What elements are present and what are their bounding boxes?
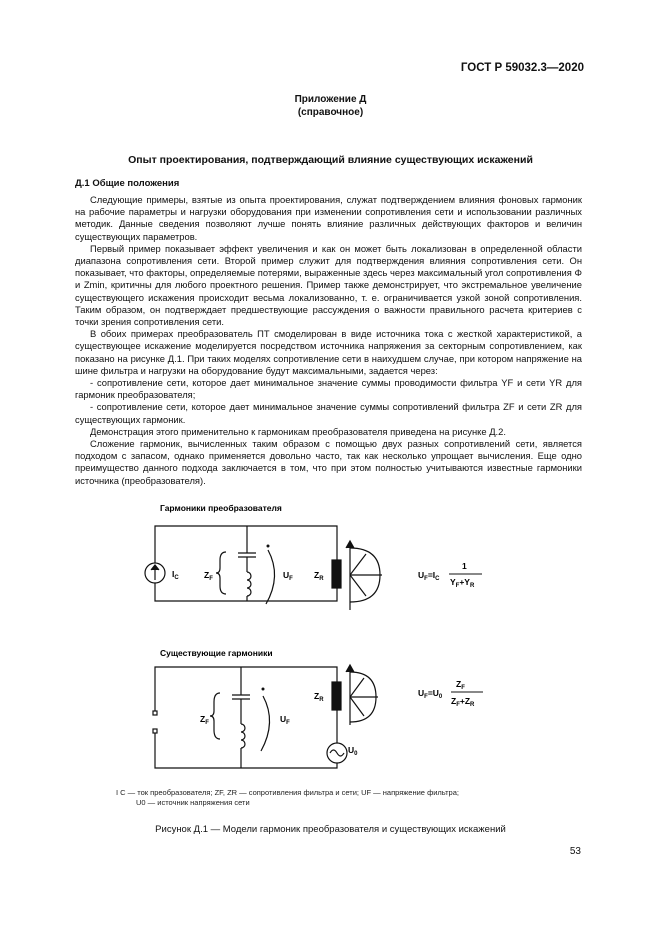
- bottom-circuit-title: Существующие гармоники: [160, 648, 273, 658]
- circuit-figure: [0, 500, 661, 790]
- paragraph: - сопротивление сети, которое дает минимальное значение суммы проводимости фильтра YF и сети YR для гармоник преобразователя;: [75, 377, 582, 401]
- label-zr: Z: [314, 570, 320, 580]
- label-uf: U: [283, 570, 290, 580]
- svg-text:1: 1: [462, 561, 467, 571]
- top-circuit: [145, 526, 382, 610]
- appendix-title: Приложение Д: [294, 94, 367, 105]
- legend-line: U0 — источник напряжения сети: [136, 798, 250, 807]
- svg-text:UF: $U_F$: [280, 714, 290, 726]
- svg-text:ZF: $Z_F$: [204, 570, 213, 582]
- body-text: [75, 194, 582, 487]
- legend-line: I C — ток преобразователя; ZF, ZR — сопротивления фильтра и сети; UF — напряжение фильтра;: [116, 788, 459, 797]
- paragraph: - сопротивление сети, которое дает минимальное значение суммы сопротивлений фильтра ZF и сети ZR для существующих гармоник.: [75, 401, 582, 425]
- appendix-subtitle: (справочное): [297, 107, 364, 118]
- svg-text:ZR: $Z_R$: [314, 691, 324, 703]
- label-ic: I: [172, 569, 175, 579]
- label-u0: U: [348, 745, 355, 755]
- label-uf-bottom: U: [280, 714, 287, 724]
- svg-text:UF=U0: $U_F=U_0$: [418, 688, 443, 700]
- page-title: Опыт проектирования, подтверждающий влияние существующих искажений: [128, 154, 533, 166]
- page-number: 53: [569, 846, 581, 857]
- top-circuit-title: Гармоники преобразователя: [160, 503, 282, 513]
- svg-text:UF=IC: $U_F=I_C$: [418, 570, 440, 582]
- figure-legend: [116, 788, 556, 808]
- label-zf-bottom: Z: [200, 714, 206, 724]
- paragraph: Сложение гармоник, вычисленных таким образом с помощью двух разных сопротивлений сети, является подходом с запасом, однако применяется довольно часто, так как несколько упрощает вычисления. Еще одно преимущество данного подхода заключается в том, что при этом полностью учитываются известные гармоники источника (преобразователя).: [75, 438, 582, 486]
- svg-text:IC: $I_C$: [172, 569, 179, 581]
- formula-bottom: [418, 679, 483, 708]
- formula-top: [418, 561, 482, 589]
- bottom-circuit: [153, 665, 378, 768]
- section-title: Д.1 Общие положения: [75, 178, 180, 189]
- svg-text:YF+YR: $Y_F+Y_R$: [450, 577, 475, 589]
- figure-caption: Рисунок Д.1 — Модели гармоник преобразователя и существующих искажений: [155, 824, 506, 835]
- appendix-heading: [0, 93, 661, 119]
- document-id: ГОСТ Р 59032.3—2020: [460, 62, 584, 74]
- svg-text:UF: $U_F$: [283, 570, 293, 582]
- label-zr-bottom: Z: [314, 691, 320, 701]
- paragraph: Следующие примеры, взятые из опыта проектирования, служат подтверждением влияния фоновых гармоник на рабочие параметры и нагрузки оборудования при изменении сопротивления сети и использовании различных методик. Данные сведения позволяют лучше понять влияние различных действующих факторов и величин существующих параметров.: [75, 194, 582, 242]
- svg-text:ZF+ZR: $Z_F+Z_R$: [451, 696, 475, 708]
- label-zf: Z: [204, 570, 210, 580]
- paragraph: Первый пример показывает эффект увеличения и как он может быть локализован в определенной области диапазона сопротивления сети. Второй пример служит для подтверждения влияния сопротивления сети. Он показывает, что факторы, определяемые потерями, выраженные здесь через максимальный угол сопротивления Φ и Zmin, критичны для любого проектного решения. Пример также демонстрирует, что экстремальное увеличение существующего искажения происходит весьма локализованно, т. е. ограничивается узкой зоной сопротивления. Таким образом, он подтверждает предшествующие рассуждения о важности правильного расчета критериев с точки зрения сопротивления сети.: [75, 242, 582, 328]
- paragraph: В обоих примерах преобразователь ПТ смоделирован в виде источника тока с жесткой характеристикой, а существующее искажение моделируется посредством источника напряжения за секторным сопротивлением, как показано на рисунке Д.1. При таких моделях сопротивление сети в наихудшем случае, при котором напряжение на шине фильтра и нагрузки на оборудование будут максимальными, задается через:: [75, 328, 582, 376]
- svg-text:ZF: $Z_F$: [456, 679, 465, 691]
- svg-text:ZR: $Z_R$: [314, 570, 324, 582]
- paragraph: Демонстрация этого применительно к гармоникам преобразователя приведена на рисунке Д.2.: [90, 425, 506, 437]
- svg-text:ZF: $Z_F$: [200, 714, 209, 726]
- svg-text:U0: $U_0$: [348, 745, 358, 757]
